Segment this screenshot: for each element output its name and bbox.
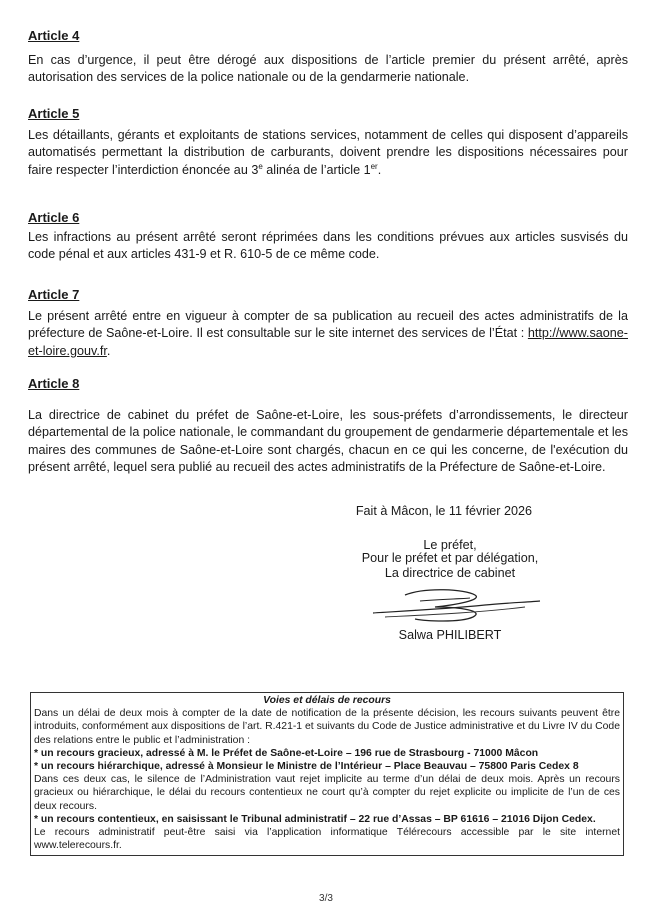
article-7-text-end: . xyxy=(106,343,111,358)
page-number: 3/3 xyxy=(319,893,333,904)
signature-line-1: Le préfet, xyxy=(423,538,477,552)
article-5-sup-er: er xyxy=(370,161,378,171)
recours-gracieux: * un recours gracieux, adressé à M. le Préfet de Saône-et-Loire – 196 rue de Strasbourg - 71000 Mâcon xyxy=(34,747,539,759)
recours-box xyxy=(30,692,624,856)
recours-hierarchique: * un recours hiérarchique, adressé à Monsieur le Ministre de l’Intérieur – Place Beauvau – 75800 Paris Cedex 8 xyxy=(34,761,579,773)
article-4-text: En cas d’urgence, il peut être dérogé aux dispositions de l’article premier du présent arrêté, après autorisation des services de la police nationale ou de la gendarmerie nationale. xyxy=(28,53,628,85)
recours-contentieux: * un recours contentieux, en saisissant le Tribunal administratif – 22 rue d’Assas – BP 61616 – 21016 Dijon Cedex. xyxy=(34,813,596,825)
article-5-text xyxy=(28,127,628,179)
signature-line-2: Pour le préfet et par délégation, xyxy=(361,551,539,565)
handwritten-signature xyxy=(365,585,545,627)
article-5-sup-e: e xyxy=(258,161,263,171)
article-8-text: La directrice de cabinet du préfet de Saône-et-Loire, les sous-préfets d’arrondissements, le directeur départemental de la police nationale, le commandant du groupement de gendarmerie départementale et les maires des communes de Saône-et-Loire sont chargés, chacun en ce qui les concerne, de l'exécution du présent arrêté, lequel sera publié au recueil des actes administratifs de la Préfecture de Saône-et-Loire. xyxy=(28,408,628,474)
article-6-title: Article 6 xyxy=(28,210,80,225)
article-5-title: Article 5 xyxy=(28,106,80,121)
signatory-name: Salwa PHILIBERT xyxy=(398,628,502,642)
article-8-title: Article 8 xyxy=(28,376,80,391)
article-5-text-start: Les détaillants, gérants et exploitants de stations services, notamment de celles qui disposent d’appareils automatisés permettant la distribution de carburants, doivent prendre les dispositions nécessaires pour faire respecter l’interdiction énoncée au 3 xyxy=(28,128,628,177)
prefecture-website-link[interactable]: http://www.saone-et-loire.gouv.fr xyxy=(28,326,628,358)
article-6-text: Les infractions au présent arrêté seront réprimées dans les conditions prévues aux articles susvisés du code pénal et aux articles 431-9 et R. 610-5 de ce même code. xyxy=(28,230,628,262)
recours-intro: Dans un délai de deux mois à compter de la date de notification de la présente décision, les recours suivants peuvent être introduits, conformément aux dispositions de l’art. R.421-1 et suivants du Code de Justice administrative et du Livre IV du Code des relations entre le public et l’administration : xyxy=(34,708,620,746)
recours-silence: Dans ces deux cas, le silence de l’Administration vaut rejet implicite au terme d’un délai de deux mois. Après un recours gracieux ou hiérarchique, le délai du recours contentieux ne court qu’à compter du rejet explicite ou implicite de l’un de ces deux recours. xyxy=(34,774,620,812)
article-4-title: Article 4 xyxy=(28,28,80,43)
recours-telerecours: Le recours administratif peut-être saisi via l’application informatique Télérecours accessible par le site internet www.telerecours.fr. xyxy=(34,827,620,852)
place-date: Fait à Mâcon, le 11 février 2026 xyxy=(355,504,532,518)
article-5-text-mid: alinéa de l’article 1 xyxy=(262,162,371,177)
article-7-text-start: Le présent arrêté entre en vigueur à compter de sa publication au recueil des actes administratifs de la préfecture de Saône-et-Loire. Il est consultable sur le site internet des services de l’État : xyxy=(28,309,628,341)
article-5-text-end: . xyxy=(377,162,382,177)
signature-line-3: La directrice de cabinet xyxy=(384,566,516,580)
recours-title: Voies et délais de recours xyxy=(263,695,391,706)
article-7-title: Article 7 xyxy=(28,287,80,302)
article-7-text xyxy=(28,308,628,360)
